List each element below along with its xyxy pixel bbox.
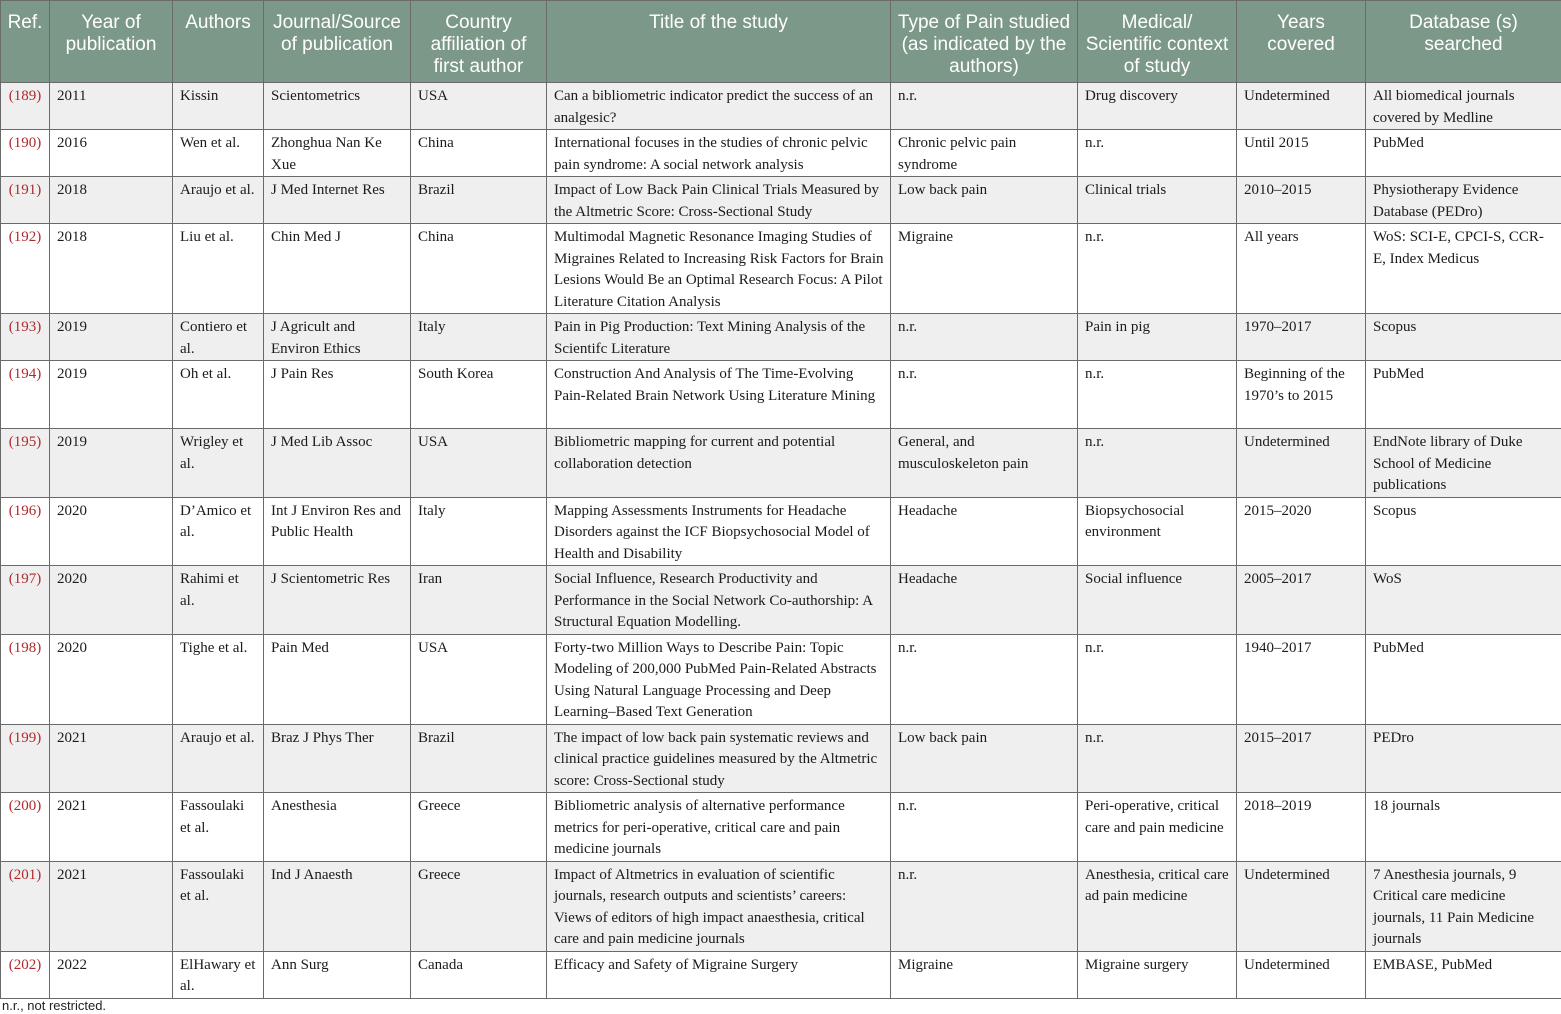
cell-ref[interactable]: (190)	[1, 130, 50, 177]
cell-years: 2010–2015	[1237, 177, 1366, 224]
cell-journal: J Agricult and Environ Ethics	[264, 314, 411, 361]
cell-database: PEDro	[1366, 724, 1561, 793]
cell-authors: Tighe et al.	[173, 634, 264, 724]
cell-context: n.r.	[1078, 724, 1237, 793]
col-header-database: Database (s) searched	[1366, 1, 1561, 83]
cell-year: 2021	[50, 861, 173, 951]
table-row	[1, 793, 1561, 862]
cell-year: 2022	[50, 951, 173, 998]
cell-years: 1940–2017	[1237, 634, 1366, 724]
cell-ref[interactable]: (202)	[1, 951, 50, 998]
cell-database: 7 Anesthesia journals, 9 Critical care medicine journals, 11 Pain Medicine journals	[1366, 861, 1561, 951]
cell-title: Social Influence, Research Productivity and Performance in the Social Network Co-authorship: A Structural Equation Modelling.	[547, 566, 891, 635]
cell-years: Undetermined	[1237, 429, 1366, 498]
cell-title: Efficacy and Safety of Migraine Surgery	[547, 951, 891, 998]
cell-database: Scopus	[1366, 497, 1561, 566]
cell-pain: n.r.	[891, 634, 1078, 724]
cell-year: 2019	[50, 314, 173, 361]
cell-authors: Oh et al.	[173, 361, 264, 429]
cell-authors: Liu et al.	[173, 224, 264, 314]
cell-context: Clinical trials	[1078, 177, 1237, 224]
cell-pain: n.r.	[891, 83, 1078, 130]
table-row	[1, 177, 1561, 224]
cell-database: 18 journals	[1366, 793, 1561, 862]
cell-title: Forty-two Million Ways to Describe Pain: Topic Modeling of 200,000 PubMed Pain-Related Abstracts Using Natural Language Processing and Deep Learning–Based Text Generation	[547, 634, 891, 724]
cell-journal: Pain Med	[264, 634, 411, 724]
cell-ref[interactable]: (194)	[1, 361, 50, 429]
cell-ref[interactable]: (198)	[1, 634, 50, 724]
cell-ref[interactable]: (197)	[1, 566, 50, 635]
cell-ref[interactable]: (193)	[1, 314, 50, 361]
cell-context: n.r.	[1078, 224, 1237, 314]
cell-authors: Araujo et al.	[173, 177, 264, 224]
header-row	[1, 1, 1561, 83]
col-header-title: Title of the study	[547, 1, 891, 83]
cell-year: 2020	[50, 566, 173, 635]
cell-pain: Headache	[891, 497, 1078, 566]
cell-years: Beginning of the 1970’s to 2015	[1237, 361, 1366, 429]
cell-years: 2018–2019	[1237, 793, 1366, 862]
cell-years: 1970–2017	[1237, 314, 1366, 361]
cell-title: Construction And Analysis of The Time-Evolving Pain-Related Brain Network Using Literature Mining	[547, 361, 891, 429]
cell-context: Biopsychosocial environment	[1078, 497, 1237, 566]
cell-context: Peri-operative, critical care and pain medicine	[1078, 793, 1237, 862]
cell-database: PubMed	[1366, 634, 1561, 724]
cell-database: EndNote library of Duke School of Medicine publications	[1366, 429, 1561, 498]
cell-country: China	[411, 224, 547, 314]
cell-database: EMBASE, PubMed	[1366, 951, 1561, 998]
cell-year: 2016	[50, 130, 173, 177]
cell-context: Drug discovery	[1078, 83, 1237, 130]
table-row	[1, 224, 1561, 314]
table-row	[1, 724, 1561, 793]
cell-country: USA	[411, 83, 547, 130]
cell-title: International focuses in the studies of chronic pelvic pain syndrome: A social network analysis	[547, 130, 891, 177]
cell-pain: Headache	[891, 566, 1078, 635]
cell-journal: J Pain Res	[264, 361, 411, 429]
cell-journal: Scientometrics	[264, 83, 411, 130]
cell-authors: Wrigley et al.	[173, 429, 264, 498]
cell-ref[interactable]: (196)	[1, 497, 50, 566]
cell-country: Iran	[411, 566, 547, 635]
cell-country: Greece	[411, 793, 547, 862]
cell-pain: n.r.	[891, 861, 1078, 951]
cell-country: China	[411, 130, 547, 177]
cell-journal: Ind J Anaesth	[264, 861, 411, 951]
cell-journal: Braz J Phys Ther	[264, 724, 411, 793]
cell-authors: Rahimi et al.	[173, 566, 264, 635]
cell-database: WoS: SCI-E, CPCI-S, CCR-E, Index Medicus	[1366, 224, 1561, 314]
cell-years: Undetermined	[1237, 83, 1366, 130]
cell-context: n.r.	[1078, 429, 1237, 498]
cell-pain: Migraine	[891, 224, 1078, 314]
cell-years: Until 2015	[1237, 130, 1366, 177]
cell-title: Impact of Altmetrics in evaluation of scientific journals, research outputs and scientists’ careers: Views of editors of high impact anaesthesia, critical care and pain medicine journals	[547, 861, 891, 951]
cell-year: 2019	[50, 429, 173, 498]
table-row	[1, 566, 1561, 635]
col-header-context: Medical/ Scientific context of study	[1078, 1, 1237, 83]
cell-ref[interactable]: (192)	[1, 224, 50, 314]
table-row	[1, 951, 1561, 998]
cell-year: 2018	[50, 177, 173, 224]
cell-ref[interactable]: (200)	[1, 793, 50, 862]
col-header-pain-type: Type of Pain studied (as indicated by the authors)	[891, 1, 1078, 83]
cell-pain: n.r.	[891, 314, 1078, 361]
cell-authors: Araujo et al.	[173, 724, 264, 793]
cell-country: USA	[411, 429, 547, 498]
col-header-ref: Ref.	[1, 1, 50, 83]
cell-title: Can a bibliometric indicator predict the success of an analgesic?	[547, 83, 891, 130]
cell-title: Bibliometric mapping for current and potential collaboration detection	[547, 429, 891, 498]
cell-journal: Anesthesia	[264, 793, 411, 862]
cell-context: Migraine surgery	[1078, 951, 1237, 998]
cell-pain: Migraine	[891, 951, 1078, 998]
cell-pain: n.r.	[891, 793, 1078, 862]
cell-year: 2019	[50, 361, 173, 429]
col-header-journal: Journal/Source of publication	[264, 1, 411, 83]
cell-authors: Fassoulaki et al.	[173, 793, 264, 862]
cell-journal: J Scientometric Res	[264, 566, 411, 635]
cell-country: Italy	[411, 497, 547, 566]
table-row	[1, 130, 1561, 177]
cell-country: Greece	[411, 861, 547, 951]
cell-authors: Contiero et al.	[173, 314, 264, 361]
cell-authors: ElHawary et al.	[173, 951, 264, 998]
cell-years: 2015–2020	[1237, 497, 1366, 566]
cell-years: Undetermined	[1237, 861, 1366, 951]
col-header-years-covered: Years covered	[1237, 1, 1366, 83]
cell-journal: J Med Internet Res	[264, 177, 411, 224]
cell-authors: D’Amico et al.	[173, 497, 264, 566]
cell-country: Canada	[411, 951, 547, 998]
cell-context: n.r.	[1078, 130, 1237, 177]
cell-pain: n.r.	[891, 361, 1078, 429]
cell-year: 2018	[50, 224, 173, 314]
cell-title: Impact of Low Back Pain Clinical Trials Measured by the Altmetric Score: Cross-Sectional Study	[547, 177, 891, 224]
cell-year: 2021	[50, 793, 173, 862]
table-row	[1, 314, 1561, 361]
cell-country: Brazil	[411, 724, 547, 793]
cell-pain: General, and musculoskeleton pain	[891, 429, 1078, 498]
cell-year: 2020	[50, 634, 173, 724]
cell-pain: Low back pain	[891, 724, 1078, 793]
cell-year: 2020	[50, 497, 173, 566]
cell-ref[interactable]: (189)	[1, 83, 50, 130]
table-row	[1, 83, 1561, 130]
cell-ref[interactable]: (201)	[1, 861, 50, 951]
table-footnote: n.r., not restricted.	[2, 998, 107, 1013]
cell-database: Scopus	[1366, 314, 1561, 361]
cell-years: 2005–2017	[1237, 566, 1366, 635]
cell-context: Pain in pig	[1078, 314, 1237, 361]
cell-title: The impact of low back pain systematic reviews and clinical practice guidelines measured by the Altmetric score: Cross-Sectional study	[547, 724, 891, 793]
cell-database: WoS	[1366, 566, 1561, 635]
cell-database: PubMed	[1366, 130, 1561, 177]
cell-year: 2021	[50, 724, 173, 793]
cell-context: Social influence	[1078, 566, 1237, 635]
cell-years: All years	[1237, 224, 1366, 314]
cell-journal: Int J Environ Res and Public Health	[264, 497, 411, 566]
cell-database: Physiotherapy Evidence Database (PEDro)	[1366, 177, 1561, 224]
cell-ref[interactable]: (191)	[1, 177, 50, 224]
cell-journal: J Med Lib Assoc	[264, 429, 411, 498]
cell-authors: Fassoulaki et al.	[173, 861, 264, 951]
cell-country: Italy	[411, 314, 547, 361]
cell-context: n.r.	[1078, 634, 1237, 724]
cell-title: Bibliometric analysis of alternative performance metrics for peri-operative, critical care and pain medicine journals	[547, 793, 891, 862]
cell-country: South Korea	[411, 361, 547, 429]
col-header-authors: Authors	[173, 1, 264, 83]
table-row	[1, 861, 1561, 951]
cell-journal: Ann Surg	[264, 951, 411, 998]
table-row	[1, 429, 1561, 498]
col-header-country: Country affiliation of first author	[411, 1, 547, 83]
cell-pain: Low back pain	[891, 177, 1078, 224]
cell-ref[interactable]: (195)	[1, 429, 50, 498]
cell-title: Multimodal Magnetic Resonance Imaging Studies of Migraines Related to Increasing Risk Factors for Brain Lesions Would Be an Optimal Research Focus: A Pilot Literature Citation Analysis	[547, 224, 891, 314]
cell-years: 2015–2017	[1237, 724, 1366, 793]
cell-ref[interactable]: (199)	[1, 724, 50, 793]
cell-database: All biomedical journals covered by Medline	[1366, 83, 1561, 130]
cell-years: Undetermined	[1237, 951, 1366, 998]
cell-year: 2011	[50, 83, 173, 130]
cell-title: Pain in Pig Production: Text Mining Analysis of the Scientifc Literature	[547, 314, 891, 361]
cell-authors: Kissin	[173, 83, 264, 130]
cell-journal: Chin Med J	[264, 224, 411, 314]
cell-authors: Wen et al.	[173, 130, 264, 177]
cell-context: n.r.	[1078, 361, 1237, 429]
table-row	[1, 497, 1561, 566]
cell-title: Mapping Assessments Instruments for Headache Disorders against the ICF Biopsychosocial Model of Health and Disability	[547, 497, 891, 566]
table-row	[1, 361, 1561, 429]
cell-journal: Zhonghua Nan Ke Xue	[264, 130, 411, 177]
cell-country: USA	[411, 634, 547, 724]
table-row	[1, 634, 1561, 724]
cell-pain: Chronic pelvic pain syndrome	[891, 130, 1078, 177]
cell-country: Brazil	[411, 177, 547, 224]
cell-database: PubMed	[1366, 361, 1561, 429]
col-header-year: Year of publication	[50, 1, 173, 83]
cell-context: Anesthesia, critical care ad pain medicine	[1078, 861, 1237, 951]
